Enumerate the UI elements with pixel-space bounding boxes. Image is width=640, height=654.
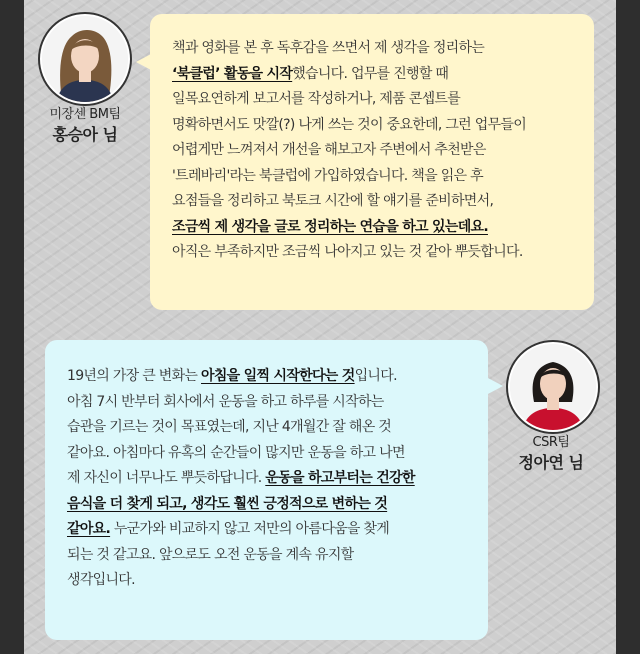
quote-text: 생각입니다. — [67, 572, 135, 588]
quote-highlight: 아침을 일찍 시작한다는 것 — [201, 368, 355, 384]
quote-line — [172, 138, 584, 164]
quote-text: 누군가와 비교하지 않고 저만의 아름다움을 찾게 — [110, 521, 390, 537]
quote-text: 일목요연하게 보고서를 작성하거나, 제품 콘셉트를 — [172, 91, 461, 107]
quote-highlight: 운동을 하고부터는 건강한 — [265, 470, 415, 486]
quote-text: 했습니다. 업무를 진행할 때 — [292, 65, 449, 82]
quote-line — [67, 568, 480, 594]
avatar-jung-ayeon — [508, 342, 598, 432]
quote-line — [67, 364, 480, 390]
quote-text: 요점들을 정리하고 북토크 시간에 할 얘기를 준비하면서, — [172, 193, 494, 209]
quote-line — [67, 492, 480, 518]
quote-line — [172, 87, 584, 113]
person-portrait-icon — [510, 344, 596, 430]
quote-highlight: 같아요. — [67, 521, 111, 537]
person-name: 홍승아 님 — [52, 125, 118, 144]
quote-line — [172, 36, 584, 62]
quote-line — [172, 164, 584, 190]
quote-bubble-2 — [45, 340, 488, 640]
person-portrait-icon — [42, 16, 128, 102]
team-name: CSR팀 — [532, 435, 570, 450]
quote-highlight: ‘북클럽’ 활동을 시작 — [172, 65, 293, 82]
quote-text: 아직은 부족하지만 조금씩 나아지고 있는 것 같아 뿌듯합니다. — [172, 244, 523, 260]
quote-bubble-1 — [150, 14, 594, 310]
quote-text: '트레바리'라는 북클럽에 가입하였습니다. 책을 읽은 후 — [172, 167, 483, 184]
quote-line — [67, 466, 480, 492]
quote-line — [67, 415, 480, 441]
person-name: 정아연 님 — [518, 453, 584, 472]
quote-line — [67, 517, 480, 543]
quote-line — [172, 215, 584, 241]
quote-line — [67, 441, 480, 467]
quote-line — [172, 240, 584, 266]
quote-text: 19년의 가장 큰 변화는 — [67, 368, 202, 384]
quote-line — [172, 113, 584, 139]
quote-text: 어렵게만 느껴져서 개선을 해보고자 주변에서 추천받은 — [172, 142, 486, 158]
quote-text: 책과 영화를 본 후 독후감을 쓰면서 제 생각을 정리하는 — [172, 40, 485, 56]
quote-text: 명확하면서도 맛깔(?) 나게 쓰는 것이 중요한데, 그런 업무들이 — [172, 116, 527, 133]
quote-line — [67, 390, 480, 416]
quote-text: 같아요. 아침마다 유혹의 순간들이 많지만 운동을 하고 나면 — [67, 444, 405, 461]
quote-line — [172, 189, 584, 215]
bubble-tail — [136, 54, 151, 70]
bubble-tail — [488, 378, 503, 394]
person-label-2 — [495, 434, 607, 474]
quote-text: 아침 7시 반부터 회사에서 운동을 하고 하루를 시작하는 — [67, 393, 384, 410]
quote-highlight: 음식을 더 찾게 되고, 생각도 훨씬 긍정적으로 변하는 것 — [67, 495, 388, 512]
quote-highlight: 조금씩 제 생각을 글로 정리하는 연습을 하고 있는데요. — [172, 218, 488, 235]
person-label-1 — [30, 106, 140, 146]
quote-text: 되는 것 같고요. 앞으로도 오전 운동을 계속 유지할 — [67, 546, 354, 563]
avatar-hong-seungah — [40, 14, 130, 104]
quote-text: 제 자신이 너무나도 뿌듯하답니다. — [67, 470, 266, 486]
quote-text: 습관을 기르는 것이 목표였는데, 지난 4개월간 잘 해온 것 — [67, 419, 392, 435]
quote-line — [67, 543, 480, 569]
team-name: 미장센 BM팀 — [49, 107, 121, 122]
quote-text: 입니다. — [354, 368, 397, 384]
quote-line — [172, 62, 584, 88]
